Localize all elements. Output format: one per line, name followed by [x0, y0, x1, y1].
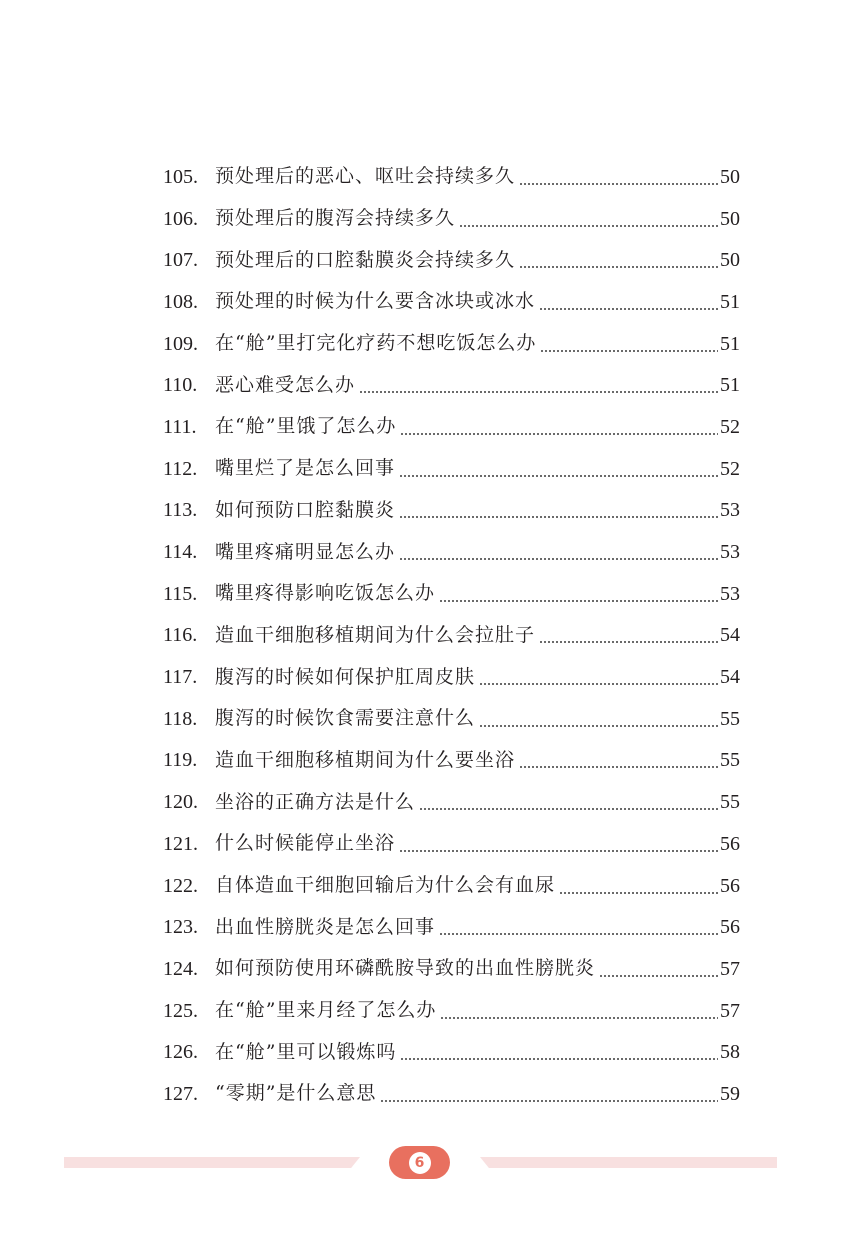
- toc-entry-title: 恶心难受怎么办: [215, 373, 356, 396]
- toc-entry-page: 52: [720, 415, 740, 438]
- toc-entry-number: 105.: [163, 165, 198, 188]
- toc-entry-title: 坐浴的正确方法是什么: [215, 790, 416, 813]
- toc-entry[interactable]: [163, 990, 740, 1032]
- toc-dot-leader: [559, 892, 718, 894]
- toc-entry[interactable]: [163, 281, 740, 323]
- toc-entry-title: 预处理后的腹泻会持续多久: [215, 207, 456, 230]
- toc-entry-page: 53: [720, 582, 740, 605]
- toc-entry-page: 58: [720, 1041, 740, 1064]
- toc-entry[interactable]: [163, 573, 740, 615]
- toc-entry-number: 126.: [163, 1041, 198, 1064]
- toc-entry-title: 造血干细胞移植期间为什么会拉肚子: [215, 623, 536, 646]
- toc-entry-title: 在“舱”里饿了怎么办: [215, 415, 397, 438]
- toc-dot-leader: [519, 766, 718, 768]
- toc-dot-leader: [519, 266, 718, 268]
- toc-dot-leader: [400, 433, 718, 435]
- toc-entry-number: 116.: [163, 624, 198, 647]
- toc-entry[interactable]: [163, 906, 740, 948]
- toc-entry-page: 57: [720, 999, 740, 1022]
- toc-entry[interactable]: [163, 156, 740, 198]
- toc-entry-title: 嘴里烂了是怎么回事: [215, 457, 396, 480]
- toc-dot-leader: [479, 725, 718, 727]
- toc-entry-page: 57: [720, 957, 740, 980]
- toc-entry[interactable]: [163, 1073, 740, 1115]
- toc-entry-page: 54: [720, 624, 740, 647]
- toc-dot-leader: [399, 558, 718, 560]
- toc-entry-title: 出血性膀胱炎是怎么回事: [215, 915, 436, 938]
- toc-entry-title: 如何预防口腔黏膜炎: [215, 498, 396, 521]
- toc-entry[interactable]: [163, 323, 740, 365]
- footer-band-left: [64, 1157, 360, 1168]
- toc-entry-page: 51: [720, 332, 740, 355]
- toc-entry[interactable]: [163, 948, 740, 990]
- footer-band-right: [480, 1157, 777, 1168]
- toc-entry-number: 115.: [163, 582, 198, 605]
- toc-entry-page: 54: [720, 666, 740, 689]
- toc-dot-leader: [539, 308, 718, 310]
- toc-entry-title: 在“舱”里来月经了怎么办: [215, 999, 437, 1022]
- toc-dot-leader: [399, 516, 718, 518]
- toc-dot-leader: [399, 475, 718, 477]
- toc-entry-number: 107.: [163, 249, 198, 272]
- toc-entry-page: 52: [720, 457, 740, 480]
- toc-dot-leader: [599, 975, 718, 977]
- toc-entry[interactable]: [163, 781, 740, 823]
- toc-entry-page: 50: [720, 207, 740, 230]
- toc-entry-number: 121.: [163, 832, 198, 855]
- toc-entry-number: 118.: [163, 707, 198, 730]
- toc-entry-number: 124.: [163, 957, 198, 980]
- page-number-badge: [389, 1146, 450, 1179]
- toc-entry-page: 50: [720, 249, 740, 272]
- table-of-contents: [163, 156, 740, 1115]
- toc-entry-page: 53: [720, 499, 740, 522]
- toc-entry-number: 108.: [163, 290, 198, 313]
- toc-entry-page: 55: [720, 791, 740, 814]
- toc-dot-leader: [459, 225, 718, 227]
- toc-entry-page: 56: [720, 832, 740, 855]
- toc-dot-leader: [440, 1017, 718, 1019]
- toc-entry-number: 114.: [163, 541, 198, 564]
- toc-entry-page: 55: [720, 749, 740, 772]
- toc-dot-leader: [439, 600, 718, 602]
- toc-entry-number: 123.: [163, 916, 198, 939]
- toc-entry-title: 预处理的时候为什么要含冰块或冰水: [215, 290, 536, 313]
- toc-entry-page: 55: [720, 707, 740, 730]
- toc-dot-leader: [540, 350, 718, 352]
- toc-dot-leader: [419, 808, 718, 810]
- toc-entry-number: 127.: [163, 1082, 198, 1105]
- toc-entry-title: “零期”是什么意思: [215, 1082, 377, 1105]
- toc-dot-leader: [399, 850, 718, 852]
- toc-entry-title: 预处理后的恶心、呕吐会持续多久: [215, 165, 516, 188]
- toc-entry[interactable]: [163, 823, 740, 865]
- toc-entry-number: 110.: [163, 374, 198, 397]
- toc-entry-page: 51: [720, 374, 740, 397]
- toc-entry-number: 119.: [163, 749, 198, 772]
- toc-entry[interactable]: [163, 1031, 740, 1073]
- toc-entry-number: 120.: [163, 791, 198, 814]
- toc-dot-leader: [519, 183, 718, 185]
- toc-entry[interactable]: [163, 740, 740, 782]
- toc-entry[interactable]: [163, 198, 740, 240]
- toc-entry-number: 112.: [163, 457, 198, 480]
- toc-entry-title: 如何预防使用环磷酰胺导致的出血性膀胱炎: [215, 957, 596, 980]
- toc-entry-number: 111.: [163, 415, 197, 438]
- toc-entry[interactable]: [163, 531, 740, 573]
- toc-entry-number: 109.: [163, 332, 198, 355]
- toc-dot-leader: [539, 641, 718, 643]
- toc-dot-leader: [479, 683, 718, 685]
- toc-entry-number: 117.: [163, 666, 198, 689]
- toc-entry-title: 嘴里疼得影响吃饭怎么办: [215, 582, 436, 605]
- toc-entry[interactable]: [163, 364, 740, 406]
- toc-entry[interactable]: [163, 615, 740, 657]
- toc-entry-page: 59: [720, 1082, 740, 1105]
- toc-entry-page: 51: [720, 290, 740, 313]
- toc-dot-leader: [359, 391, 718, 393]
- toc-entry[interactable]: [163, 239, 740, 281]
- toc-entry-title: 什么时候能停止坐浴: [215, 832, 396, 855]
- toc-entry-page: 53: [720, 541, 740, 564]
- toc-entry-title: 在“舱”里打完化疗药不想吃饭怎么办: [215, 332, 537, 355]
- toc-dot-leader: [380, 1100, 718, 1102]
- toc-entry-number: 122.: [163, 874, 198, 897]
- toc-entry[interactable]: [163, 698, 740, 740]
- toc-entry[interactable]: [163, 865, 740, 907]
- toc-entry-number: 106.: [163, 207, 198, 230]
- toc-entry[interactable]: [163, 656, 740, 698]
- toc-entry-title: 预处理后的口腔黏膜炎会持续多久: [215, 248, 516, 271]
- toc-entry-title: 造血干细胞移植期间为什么要坐浴: [215, 748, 516, 771]
- toc-entry-number: 113.: [163, 499, 198, 522]
- toc-dot-leader: [439, 933, 718, 935]
- toc-entry[interactable]: [163, 448, 740, 490]
- toc-entry-title: 在“舱”里可以锻炼吗: [215, 1040, 397, 1063]
- toc-entry-page: 50: [720, 165, 740, 188]
- toc-entry-page: 56: [720, 874, 740, 897]
- toc-dot-leader: [400, 1058, 718, 1060]
- toc-entry-title: 自体造血干细胞回输后为什么会有血尿: [215, 874, 556, 897]
- toc-entry[interactable]: [163, 490, 740, 532]
- toc-entry-number: 125.: [163, 999, 198, 1022]
- toc-entry[interactable]: [163, 406, 740, 448]
- toc-entry-title: 腹泻的时候饮食需要注意什么: [215, 707, 476, 730]
- toc-entry-page: 56: [720, 916, 740, 939]
- toc-entry-title: 腹泻的时候如何保护肛周皮肤: [215, 665, 476, 688]
- toc-entry-title: 嘴里疼痛明显怎么办: [215, 540, 396, 563]
- page-number: 6: [409, 1152, 431, 1174]
